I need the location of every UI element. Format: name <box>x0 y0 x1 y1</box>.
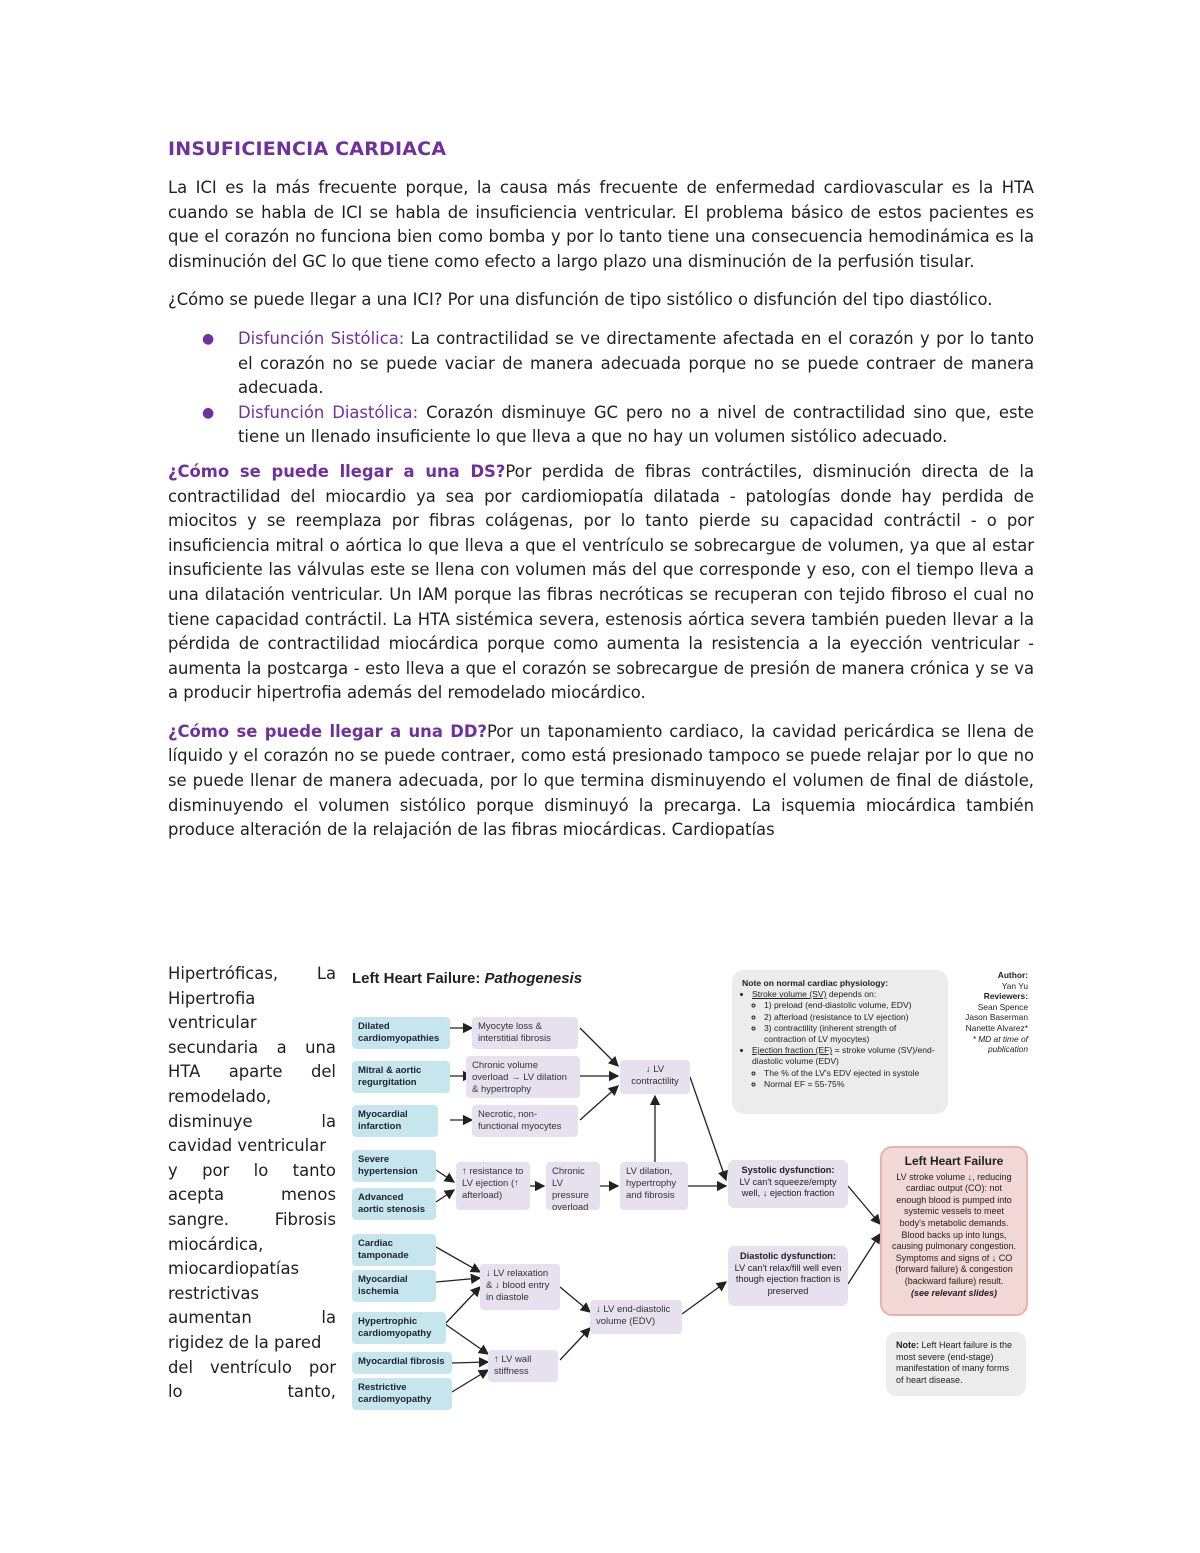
md-note: * MD at time of publication <box>972 1033 1028 1055</box>
ejection-fraction-term: Ejection fraction (EF) <box>752 1045 833 1056</box>
bullet-icon: ● <box>202 330 215 347</box>
text-line <box>168 1183 336 1208</box>
cause-mitral-aortic-regurgitation: Mitral & aortic regurgitation <box>352 1061 450 1093</box>
word: Hipertrofia <box>168 988 256 1008</box>
cause-severe-hypertension: Severe hypertension <box>352 1150 436 1182</box>
word: por <box>308 1357 336 1377</box>
list-item <box>202 401 1035 450</box>
stroke-volume-term: Stroke volume (SV) <box>752 989 827 1000</box>
document-body <box>168 138 1034 843</box>
paragraph-intro: La ICI es la más frecuente porque, la causa más frecuente de enfermedad cardiovascular es la HTA cuando se habla de ICI se habla de insuficiencia ventricular. El problema básico de estos pacientes es que el corazón no funciona bien como bomba y por lo tanto tiene una consecuencia hemodinámica es la disminución del GC lo que tiene como efecto a largo plazo una disminución de la perfusión tisular. <box>168 178 1034 271</box>
word: y <box>168 1160 178 1180</box>
list-item: ◦ 2) afterload (resistance to LV ejection) <box>764 1012 938 1023</box>
mech-myocyte-loss: Myocyte loss & interstitial fibrosis <box>472 1017 578 1049</box>
mech-resistance: ↑ resistance to LV ejection (↑ afterload) <box>456 1162 530 1210</box>
page-title: INSUFICIENCIA CARDIACA <box>168 138 447 160</box>
diagram-title-italic: Pathogenesis <box>484 970 583 987</box>
list-item: ◦ Normal EF = 55-75% <box>764 1079 938 1090</box>
mech-pressure-overload: Chronic LV pressure overload <box>546 1162 600 1210</box>
wrapped-text-column <box>168 962 336 1405</box>
word: la <box>321 1111 336 1131</box>
ds-answer: Por perdida de fibras contráctiles, disminución directa de la contractilidad del miocardio ya sea por cardiomiopatía dilatada - patologías donde hay perdida de miocitos y se reemplaza por fibras colágenas, por lo tanto pierde su capacidad contráctil - o por insuficiencia mitral o aórtica lo que lleva a que el ventrículo se sobrecargue de volumen, ya que al estar insuficiente las válvulas este se llena con volumen más del que corresponde y eso, con el tiempo lleva a una dilatación ventricular. Un IAM porque las fibras necróticas se recuperan con tejido fibroso el cual no tiene capacidad contráctil. La HTA sistémica severa, estenosis aórtica severa también pueden llevar a la pérdida de contractilidad miocárdica porque como aumenta la resistencia a la eyección ventricular - aumenta la postcarga - esto lleva a que el corazón se sobrecargue de presión de manera crónica y se va a producir hipertrofia además del remodelado miocárdico. <box>168 461 1034 703</box>
left-heart-failure-box <box>880 1146 1028 1316</box>
author-label: Author: <box>997 970 1028 980</box>
physiology-note-list <box>742 989 938 1090</box>
word: a <box>276 1037 287 1057</box>
word: la <box>321 1308 336 1328</box>
word: tanto, <box>287 1382 336 1402</box>
word: del <box>168 1357 194 1377</box>
word: Hipertróficas, <box>168 964 279 983</box>
sv-sublist <box>752 1000 938 1045</box>
text-line <box>168 1036 336 1061</box>
mech-end-diastolic-volume: ↓ LV end-diastolic volume (EDV) <box>590 1300 682 1334</box>
word: ventricular <box>168 1013 257 1033</box>
reviewer-name: Sean Spence <box>977 1001 1028 1012</box>
ef-sublist <box>752 1068 938 1090</box>
word: aumentan <box>168 1308 252 1328</box>
word: restrictivas <box>168 1283 259 1303</box>
list-item <box>752 1045 938 1090</box>
text-line <box>168 1110 336 1135</box>
diagram-title-plain: Left Heart Failure: <box>352 970 485 987</box>
mech-chronic-volume: Chronic volume overload → LV dilation & hypertrophy <box>466 1056 580 1098</box>
text-line <box>168 1060 336 1085</box>
bullet-text: Corazón disminuye GC pero no a nivel de contractilidad sino que, este tiene un llenado insuficiente lo que lleva a que no hay un volumen sistólico adecuado. <box>238 402 1035 447</box>
bullet-text: La contractilidad se ve directamente afectada en el corazón y por lo tanto el corazón no se puede vaciar de manera adecuada porque no se puede contraer de manera adecuada. <box>238 328 1034 398</box>
note2-text: Left Heart failure is the most severe (end-stage) manifestation of many forms of heart disease. <box>896 1340 1013 1385</box>
word: acepta <box>168 1185 225 1205</box>
cause-hypertrophic-cardiomyopathy: Hypertrophic cardiomyopathy <box>352 1312 446 1344</box>
list-item <box>202 327 1034 401</box>
word: del <box>310 1062 336 1082</box>
word: miocárdica, <box>168 1234 264 1254</box>
cause-cardiac-tamponade: Cardiac tamponade <box>352 1234 436 1266</box>
mech-necrotic: Necrotic, non-functional myocytes <box>472 1105 578 1137</box>
diagram-title <box>352 970 582 987</box>
word: por <box>202 1160 230 1180</box>
diastolic-text: LV can't relax/fill well even though ejection fraction is preserved <box>734 1262 842 1296</box>
diastolic-title: Diastolic dysfunction: <box>740 1251 836 1261</box>
word: disminuye <box>168 1111 253 1131</box>
left-heart-failure-note <box>886 1332 1026 1396</box>
credits <box>948 970 1028 1055</box>
word: La <box>316 964 336 983</box>
bullet-label: Disfunción Diastólica: <box>238 402 419 422</box>
dd-answer: Por un taponamiento cardiaco, la cavidad pericárdica se llena de líquido y el corazón no se puede contraer, como está presionado tampoco se puede relajar por lo que no se puede llenar de manera adecuada, por lo que termina disminuyendo el volumen de final de diástole, disminuyendo el volumen sistólico porque disminuyó la precarga. La isquemia miocárdica también produce alteración de la relajación de las fibras miocárdicas. Cardiopatías <box>168 721 1034 840</box>
word: aparte <box>228 1062 283 1082</box>
text-line <box>168 1011 336 1036</box>
paragraph-dd <box>168 720 1034 843</box>
bullet-label: Disfunción Sistólica: <box>238 328 405 348</box>
diastolic-dysfunction-box <box>728 1246 848 1306</box>
text-line <box>168 1331 336 1356</box>
cause-myocardial-infarction: Myocardial infarction <box>352 1105 438 1137</box>
text-line <box>168 1306 336 1331</box>
stroke-volume-rest: depends on: <box>826 989 877 1000</box>
text-line <box>168 1208 336 1233</box>
text-line <box>168 1282 336 1307</box>
reviewers-label: Reviewers: <box>983 991 1028 1002</box>
pathogenesis-diagram <box>350 962 1040 1422</box>
text-line <box>168 1085 336 1110</box>
cause-myocardial-ischemia: Myocardial ischemia <box>352 1270 436 1302</box>
ejection-fraction-rest: = stroke volume (SV)/end-diastolic volume (EDV) <box>752 1045 935 1067</box>
dd-question: ¿Cómo se puede llegar a una DD? <box>168 721 487 741</box>
text-line <box>168 962 336 987</box>
word: menos <box>280 1185 336 1205</box>
text-line <box>168 987 336 1012</box>
bullet-icon: ● <box>202 404 215 421</box>
ds-question: ¿Cómo se puede llegar a una DS? <box>168 461 506 481</box>
text-line <box>168 1233 336 1258</box>
word: remodelado, <box>168 1086 272 1106</box>
lhf-title: Left Heart Failure <box>904 1154 1004 1168</box>
physiology-note <box>732 970 948 1114</box>
lhf-text: LV stroke volume ↓, reducing cardiac output (CO): not enough blood is pumped into systemic vessels to meet body's metabolic demands. Blood backs up into lungs, causing pulmonary congestion. Symptoms and signs of ↓ CO (forward failure) & congestion (backward failure) result. <box>891 1171 1017 1286</box>
author-name: Yan Yu <box>1001 980 1028 991</box>
text-line <box>168 1159 336 1184</box>
paragraph-ds <box>168 460 1034 706</box>
word: lo <box>253 1160 269 1180</box>
word: cavidad ventricular <box>168 1136 326 1156</box>
text-line <box>168 1356 336 1381</box>
systolic-text: LV can't squeeze/empty well, ↓ ejection fraction <box>739 1176 837 1199</box>
note2-label: Note: <box>896 1340 919 1350</box>
cause-dilated-cardiomyopathies: Dilated cardiomyopathies <box>352 1017 450 1049</box>
lhf-see-slides: (see relevant slides) <box>910 1287 998 1298</box>
word: lo <box>168 1382 183 1402</box>
text-line <box>168 1134 336 1159</box>
systolic-title: Systolic dysfunction: <box>741 1165 835 1175</box>
systolic-dysfunction-box <box>728 1160 848 1208</box>
dysfunction-list <box>168 327 1034 450</box>
word: secundaria <box>168 1037 259 1057</box>
list-item <box>752 989 938 1045</box>
word: rigidez de la pared <box>168 1332 322 1352</box>
reviewer-name: Jason Baserman <box>965 1012 1028 1023</box>
word: HTA <box>168 1062 201 1082</box>
paragraph-question-ici: ¿Cómo se puede llegar a una ICI? Por una disfunción de tipo sistólico o disfunción del tipo diastólico. <box>168 290 993 310</box>
cause-myocardial-fibrosis: Myocardial fibrosis <box>352 1352 452 1374</box>
list-item: ◦ 1) preload (end-diastolic volume, EDV) <box>764 1000 938 1011</box>
word: una <box>305 1037 336 1057</box>
list-item: ◦ 3) contractility (inherent strength of contraction of LV myocytes) <box>764 1023 938 1045</box>
reviewer-name: Nanette Alvarez* <box>965 1022 1028 1033</box>
mech-lv-contractility: ↓ LV contractility <box>620 1060 690 1094</box>
list-item: ◦ The % of the LV's EDV ejected in systole <box>764 1068 938 1079</box>
word: Fibrosis <box>274 1209 336 1229</box>
word: tanto <box>292 1160 336 1180</box>
mech-lv-dilation: LV dilation, hypertrophy and fibrosis <box>620 1162 688 1210</box>
cause-advanced-aortic-stenosis: Advanced aortic stenosis <box>352 1188 436 1220</box>
cause-restrictive-cardiomyopathy: Restrictive cardiomyopathy <box>352 1378 452 1410</box>
mech-wall-stiffness: ↑ LV wall stiffness <box>488 1350 558 1382</box>
text-line <box>168 1257 336 1282</box>
text-line <box>168 1380 336 1405</box>
word: sangre. <box>168 1209 230 1229</box>
word: ventrículo <box>210 1357 292 1377</box>
mech-lv-relaxation: ↓ LV relaxation & ↓ blood entry in diastole <box>480 1264 560 1310</box>
physiology-note-title: Note on normal cardiac physiology: <box>742 978 889 988</box>
word: miocardiopatías <box>168 1259 300 1279</box>
